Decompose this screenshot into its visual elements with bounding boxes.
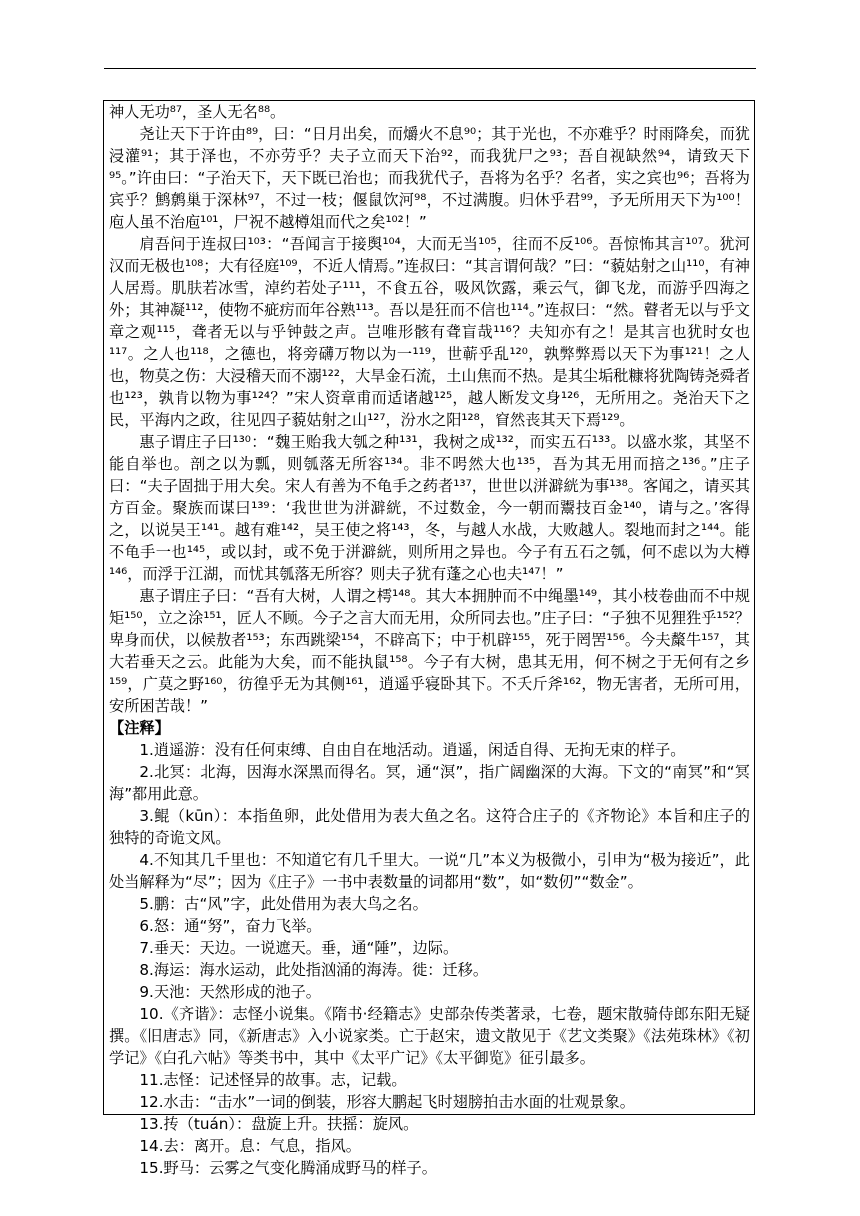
note-item: 4.不知其几千里也：不知道它有几千里大。一说“几”本义为极微小，引申为“极为接近”，此处当解释为“尽”；因为《庄子》一书中表数量的词都用“数”，如“数仞”“数金”。 — [109, 851, 750, 891]
note-item: 12.水击：“击水”一词的倒装，形容大鹏起飞时翅膀拍击水面的壮观景象。 — [139, 1093, 635, 1111]
text-paragraph-1: 神人无功⁸⁷，圣人无名⁸⁸。 — [109, 103, 286, 121]
note-item: 10.《齐谐》：志怪小说集。《隋书·经籍志》史部杂传类著录，七卷，题宋散骑侍郎东阳无疑撰。《旧唐志》同，《新唐志》入小说家类。亡于赵宋，遗文散见于《艺文类聚》《法苑珠林》《初学记》《白孔六帖》等类书中，其中《太平广记》《太平御览》征引最多。 — [109, 1005, 750, 1067]
note-item: 11.志怪：记述怪异的故事。志，记载。 — [139, 1071, 407, 1089]
content-table-cell — [103, 100, 755, 1177]
note-item: 3.鲲（kūn）：本指鱼卵，此处借用为表大鱼之名。这符合庄子的《齐物论》本旨和庄子的独特的奇诡文风。 — [109, 807, 750, 847]
text-paragraph-2: 尧让天下于许由⁸⁹，曰：“日月出矣，而爝火不息⁹⁰；其于光也，不亦难乎？时雨降矣，而犹浸灌⁹¹；其于泽也，不亦劳乎？夫子立而天下治⁹²，而我犹尸之⁹³；吾自视缺然⁹⁴，请致天下⁹⁵。”许由曰：“子治天下，天下既已治也；而我犹代子，吾将为名乎？名者，实之宾也⁹⁶；吾将为宾乎？鹪鹩巢于深林⁹⁷，不过一枝；偃鼠饮河⁹⁸，不过满腹。归休乎君⁹⁹，予无所用天下为¹⁰⁰！庖人虽不治庖¹⁰¹，尸祝不越樽俎而代之矣¹⁰²！” — [109, 125, 750, 231]
note-item: 14.去：离开。息：气息，指风。 — [139, 1137, 361, 1155]
header-rule — [104, 68, 756, 69]
note-item: 13.抟（tuán）：盘旋上升。扶摇：旋风。 — [139, 1115, 419, 1133]
text-paragraph-5: 惠子谓庄子曰：“吾有大树，人谓之樗¹⁴⁸。其大本拥肿而不中绳墨¹⁴⁹，其小枝卷曲而不中规矩¹⁵⁰，立之涂¹⁵¹，匠人不顾。今子之言大而无用，众所同去也。”庄子曰：“子独不见狸狌乎¹⁵²？卑身而伏，以候敖者¹⁵³；东西跳梁¹⁵⁴，不辟高下；中于机辟¹⁵⁵，死于罔罟¹⁵⁶。今夫斄牛¹⁵⁷，其大若垂天之云。此能为大矣，而不能执鼠¹⁵⁸。今子有大树，患其无用，何不树之于无何有之乡¹⁵⁹，广莫之野¹⁶⁰，彷徨乎无为其侧¹⁶¹，逍遥乎寝卧其下。不夭斤斧¹⁶²，物无害者，无所可用，安所困苦哉！” — [109, 587, 750, 715]
note-item: 7.垂天：天边。一说遮天。垂，通“陲”，边际。 — [139, 939, 459, 957]
note-item: 15.野马：云雾之气变化腾涌成野马的样子。 — [139, 1159, 437, 1177]
note-item: 6.怒：通“努”，奋力飞举。 — [139, 917, 322, 935]
text-paragraph-3: 肩吾问于连叔曰¹⁰³：“吾闻言于接舆¹⁰⁴，大而无当¹⁰⁵，往而不反¹⁰⁶。吾惊怖其言¹⁰⁷。犹河汉而无极也¹⁰⁸；大有径庭¹⁰⁹，不近人情焉。”连叔曰：“其言谓何哉？”曰：“藐姑射之山¹¹⁰，有神人居焉。肌肤若冰雪，淖约若处子¹¹¹，不食五谷，吸风饮露，乘云气，御飞龙，而游乎四海之外；其神凝¹¹²，使物不疵疠而年谷熟¹¹³。吾以是狂而不信也¹¹⁴。”连叔曰：“然。瞽者无以与乎文章之观¹¹⁵，聋者无以与乎钟鼓之声。岂唯形骸有聋盲哉¹¹⁶？夫知亦有之！是其言也犹时女也¹¹⁷。之人也¹¹⁸，之德也，将旁礴万物以为一¹¹⁹，世蕲乎乱¹²⁰，孰弊弊焉以天下为事¹²¹！之人也，物莫之伤：大浸稽天而不溺¹²²，大旱金石流，土山焦而不热。是其尘垢秕糠将犹陶铸尧舜者也¹²³，孰肯以物为事¹²⁴？”宋人资章甫而适诸越¹²⁵，越人断发文身¹²⁶，无所用之。尧治天下之民，平海内之政，往见四子藐姑射之山¹²⁷，汾水之阳¹²⁸，窅然丧其天下焉¹²⁹。 — [109, 235, 750, 429]
notes-heading: 【注释】 — [109, 719, 170, 737]
note-item: 8.海运：海水运动，此处指汹涌的海涛。徙：迁移。 — [139, 961, 489, 979]
note-item: 2.北冥：北海，因海水深黑而得名。冥，通“溟”，指广阔幽深的大海。下文的“南冥”和“冥海”都用此意。 — [109, 763, 750, 803]
text-paragraph-4: 惠子谓庄子曰¹³⁰：“魏王贻我大瓠之种¹³¹，我树之成¹³²，而实五石¹³³。以盛水浆，其坚不能自举也。剖之以为瓢，则瓠落无所容¹³⁴。非不呺然大也¹³⁵，吾为其无用而掊之¹³⁶。”庄子曰：“夫子固拙于用大矣。宋人有善为不龟手之药者¹³⁷，世世以洴澼絖为事¹³⁸。客闻之，请买其方百金。聚族而谋曰¹³⁹：‘我世世为洴澼絖，不过数金，今一朝而鬻技百金¹⁴⁰，请与之。’客得之，以说吴王¹⁴¹。越有难¹⁴²，吴王使之将¹⁴³，冬，与越人水战，大败越人。裂地而封之¹⁴⁴。能不龟手一也¹⁴⁵，或以封，或不免于洴澼絖，则所用之异也。今子有五石之瓠，何不虑以为大樽¹⁴⁶，而浮于江湖，而忧其瓠落无所容？则夫子犹有蓬之心也夫¹⁴⁷！” — [109, 433, 750, 583]
note-item: 5.鹏：古“风”字，此处借用为表大鸟之名。 — [139, 895, 428, 913]
note-item: 1.逍遥游：没有任何束缚、自由自在地活动。逍遥，闲适自得、无拘无束的样子。 — [139, 741, 686, 759]
note-item: 9.天池：天然形成的池子。 — [139, 983, 321, 1001]
